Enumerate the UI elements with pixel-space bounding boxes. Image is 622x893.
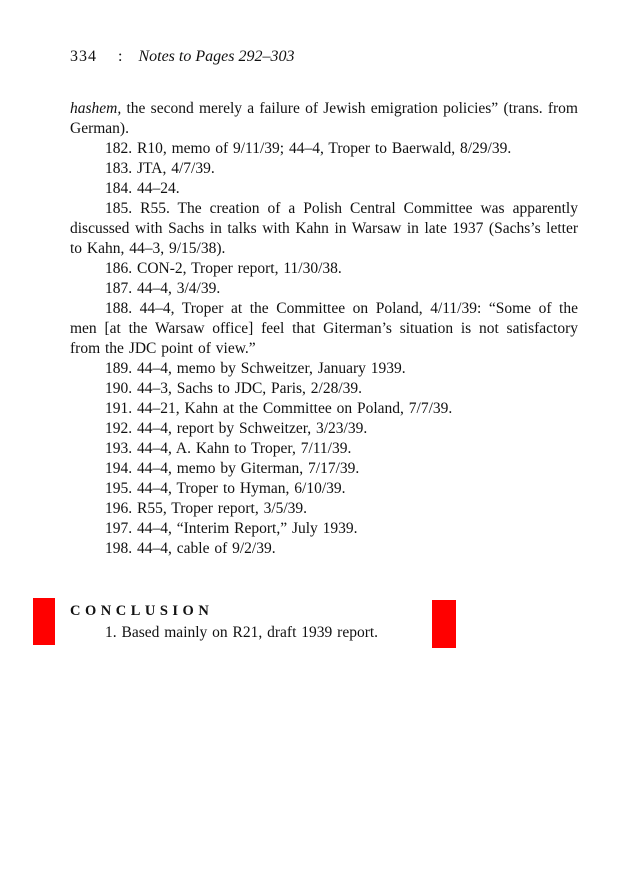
note-item: 196. R55, Troper report, 3/5/39. [105,500,308,517]
note-item: 189. 44–4, memo by Schweitzer, January 1939. [105,360,406,377]
note-item: 191. 44–21, Kahn at the Committee on Poland, 7/7/39. [105,400,453,417]
intro-text: the second merely a failure of Jewish emigration policies” (trans. from German). [70,100,578,137]
note-item: 198. 44–4, cable of 9/2/39. [105,540,276,557]
note-item: 185. R55. The creation of a Polish Central Committee was apparently discussed with Sachs in talks with Kahn in Warsaw in late 1937 (Sachs’s letter to Kahn, 44–3, 9/15/38). [70,200,578,257]
intro-paragraph [70,99,578,139]
note-item: 197. 44–4, “Interim Report,” July 1939. [105,520,358,537]
note-item: 182. R10, memo of 9/11/39; 44–4, Troper to Baerwald, 8/29/39. [105,140,512,157]
note-item: 192. 44–4, report by Schweitzer, 3/23/39. [105,420,368,437]
note-item: 187. 44–4, 3/4/39. [105,280,221,297]
note-item: 1. Based mainly on R21, draft 1939 report. [105,624,379,641]
notes-text-block [70,99,578,643]
running-title: Notes to Pages 292–303 [138,48,295,65]
note-item: 184. 44–24. [105,180,180,197]
notes-list [70,139,578,559]
header-separator: : [118,48,123,65]
note-item: 186. CON-2, Troper report, 11/30/38. [105,260,342,277]
note-item: 190. 44–3, Sachs to JDC, Paris, 2/28/39. [105,380,363,397]
page-header [70,47,294,67]
page-number: 334 [70,48,97,65]
highlight-marker-left [33,598,55,645]
note-item: 195. 44–4, Troper to Hyman, 6/10/39. [105,480,346,497]
conclusion-heading: CONCLUSION [70,603,214,619]
note-item: 183. JTA, 4/7/39. [105,160,215,177]
note-item: 188. 44–4, Troper at the Committee on Poland, 4/11/39: “Some of the men [at the Warsaw office] feel that Giterman’s situation is not satisfactory from the JDC point of view.” [70,300,578,357]
intro-italic-lead: hashem, [70,100,122,117]
note-item: 194. 44–4, memo by Giterman, 7/17/39. [105,460,360,477]
note-item: 193. 44–4, A. Kahn to Troper, 7/11/39. [105,440,352,457]
highlight-marker-right [432,600,456,648]
conclusion-notes-list [70,623,578,643]
